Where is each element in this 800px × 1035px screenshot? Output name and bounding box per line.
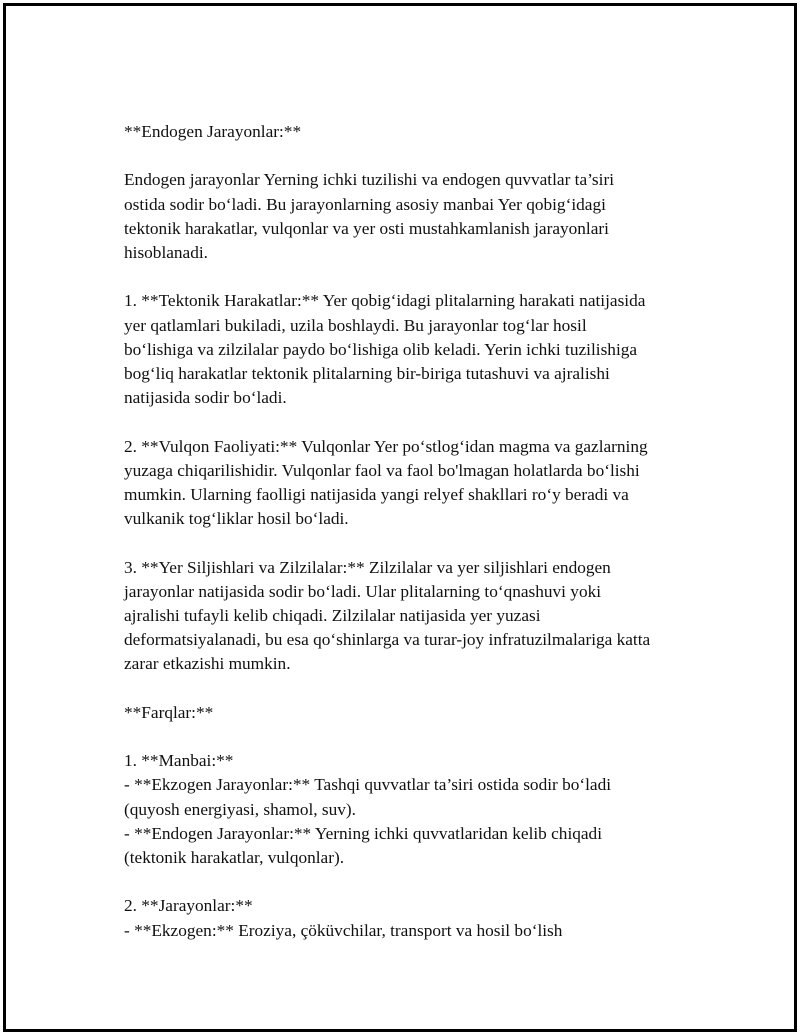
item-yer-siljishlari: 3. **Yer Siljishlari va Zilzilalar:** Zilzilalar va yer siljishlari endogen jarayonlar natijasida sodir bo‘ladi. Ular plitalarning to‘qnashuvi yoki ajralishi tufayli kelib chiqadi. Zilzilalar natijasida yer yuzasi deformatsiyalanadi, bu esa qo‘shinlarga va turar-joy infratuzilmalariga katta zarar etkazishi mumkin. bbox=[124, 557, 651, 674]
item-manbai: 1. **Manbai:** - **Ekzogen Jarayonlar:** Tashqi quvvatlar ta’siri ostida sodir bo‘ladi (quyosh energiyasi, shamol, suv). - **Endogen Jarayonlar:** Yerning ichki quvvatlaridan kelib chiqadi (tektonik harakatlar, vulqonlar). bbox=[124, 751, 612, 867]
item-vulqon-faoliyati: 2. **Vulqon Faoliyati:** Vulqonlar Yer po‘stlog‘idan magma va gazlarning yuzaga chiqarilishidir. Vulqonlar faol va faol bo'lmagan holatlarda bo‘lishi mumkin. Ularning faolligi natijasida yangi relyef shakllari ro‘y beradi va vulkanik tog‘liklar hosil bo‘ladi. bbox=[124, 436, 648, 529]
document-page bbox=[3, 3, 797, 1032]
document-body bbox=[124, 120, 714, 943]
section-heading-endogen: **Endogen Jarayonlar:** bbox=[124, 122, 302, 141]
item-jarayonlar: 2. **Jarayonlar:** - **Ekzogen:** Eroziya, çöküvchilar, transport va hosil bo‘lish bbox=[124, 896, 563, 940]
intro-paragraph: Endogen jarayonlar Yerning ichki tuzilishi va endogen quvvatlar ta’siri ostida sodir bo‘ladi. Bu jarayonlarning asosiy manbai Yer qobig‘idagi tektonik harakatlar, vulqonlar va yer osti mustahkamlanish jarayonlari hisoblanadi. bbox=[124, 170, 614, 262]
section-heading-farqlar: **Farqlar:** bbox=[124, 702, 214, 722]
item-tektonik-harakatlar: 1. **Tektonik Harakatlar:** Yer qobig‘idagi plitalarning harakati natijasida yer qatlamlari bukiladi, uzila boshlaydi. Bu jarayonlar tog‘lar hosil bo‘lishiga va zilzilalar paydo bo‘lishiga olib keladi. Yerin ichki tuzilishiga bog‘liq harakatlar tektonik plitalarning bir-biriga tutashuvi va ajralishi natijasida sodir bo‘ladi. bbox=[124, 291, 646, 408]
